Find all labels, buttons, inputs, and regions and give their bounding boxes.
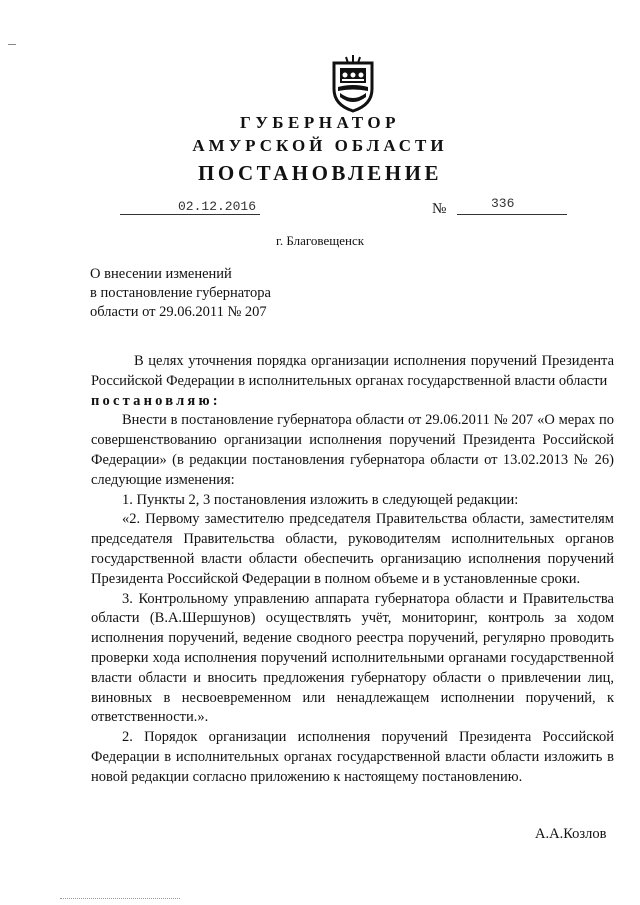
subject-line: в постановление губернатора [90, 285, 271, 301]
number-sign: № [432, 201, 447, 217]
city-name: г. Благовещенск [275, 233, 365, 248]
scan-margin-mark [8, 44, 16, 45]
header-region: АМУРСКОЙ ОБЛАСТИ [192, 136, 448, 155]
subject-line: О внесении изменений [90, 266, 232, 282]
document-date: 02.12.2016 [178, 199, 257, 214]
body-paragraph: 3. Контрольному управлению аппарата губернатора области и Правительства области (В.А.Шершунов) осуществлять учёт, мониторинг, контроль за ходом исполнения поручений, ведение сводного реестра поручений, регулярно проводить проверки хода исполнения поручений исполнительными органами государственной власти области и вносить предложения губернатору области о привлечении лиц, виновных в несвоевременном или ненадлежащем исполнении поручений, к ответственности.». [91, 590, 614, 726]
document-number: 336 [491, 196, 515, 211]
body-paragraph: Внести в постановление губернатора области от 29.06.2011 № 207 «О мерах по совершенствованию организации исполнения поручений Президента Российской Федерации» (в редакции постановления губернатора области от 13.02.2013 № 26) следующие изменения: [91, 412, 614, 488]
body-paragraph: 1. Пункты 2, 3 постановления изложить в следующей редакции: [122, 491, 519, 508]
body-paragraph: «2. Первому заместителю председателя Правительства области, заместителям председателя Правительства области, руководителям исполнительных органов государственной власти области обеспечить организацию исполнения поручений Президента Российской Федерации в полном объеме и в установленные сроки. [91, 511, 614, 587]
date-underline [120, 214, 260, 215]
signatory-name: А.А.Козлов [535, 826, 607, 842]
preamble-paragraph: В целях уточнения порядка организации исполнения поручений Президента Российской Федерации в исполнительных органах государственной власти области [91, 353, 614, 389]
decree-keyword: постановляю: [91, 392, 221, 409]
document-type-title: ПОСТАНОВЛЕНИЕ [198, 161, 442, 185]
subject-line: области от 29.06.2011 № 207 [90, 304, 267, 320]
document-body [91, 352, 614, 788]
amur-oblast-coat-of-arms-icon [330, 55, 376, 113]
body-paragraph: 2. Порядок организации исполнения поручений Президента Российской Федерации в исполнительных органах государственной власти области изложить в новой редакции согласно приложению к настоящему постановлению. [91, 729, 614, 785]
document-subject [90, 265, 271, 322]
header-title: ГУБЕРНАТОР [240, 113, 400, 132]
number-underline [457, 214, 567, 215]
scan-bottom-artifact [60, 898, 180, 899]
